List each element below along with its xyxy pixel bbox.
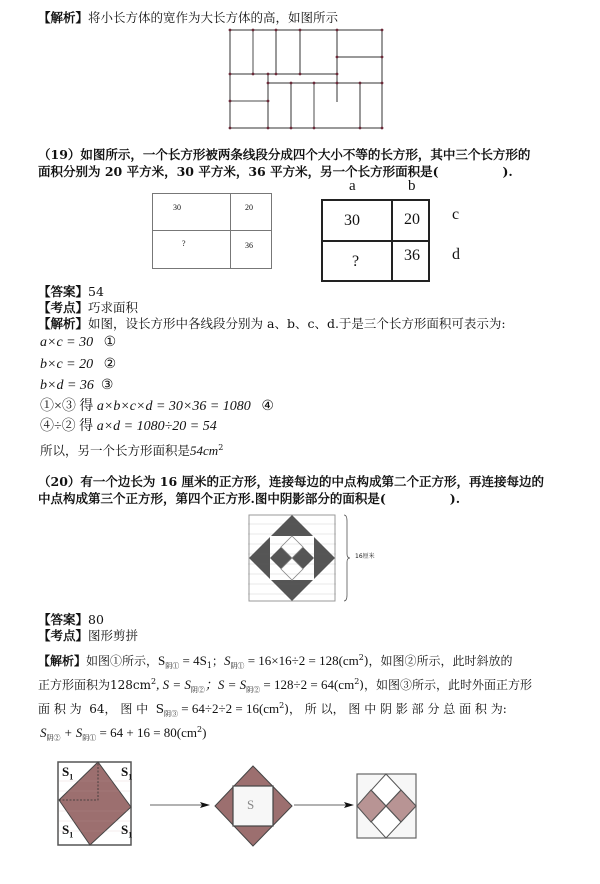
eq-tag: ② bbox=[103, 357, 117, 372]
eq-text: b×c = 20 bbox=[40, 357, 94, 372]
answer-value: 54 bbox=[88, 284, 104, 299]
analysis-label: 【解析】 bbox=[38, 317, 89, 331]
q20-line2-suffix: ). bbox=[449, 491, 461, 506]
subscript: 阴① bbox=[230, 662, 245, 670]
conclusion-value: 54cm bbox=[190, 443, 219, 459]
cuboid-arrangement-figure bbox=[228, 28, 388, 130]
math: = 4S bbox=[179, 653, 207, 668]
eq-tag: ① bbox=[103, 335, 117, 350]
analysis-label: 【解析】 bbox=[38, 654, 87, 668]
cell-label: 20 bbox=[245, 203, 253, 212]
q20-answer bbox=[38, 612, 104, 628]
answer-label: 【答案】 bbox=[38, 613, 89, 627]
q20-line2 bbox=[38, 490, 460, 507]
subscript: 阴② bbox=[246, 686, 261, 694]
cell-label: 36 bbox=[245, 241, 253, 250]
subscript: 1 bbox=[206, 661, 212, 670]
topic-label: 【考点】 bbox=[38, 629, 89, 643]
s-label: S bbox=[247, 797, 255, 812]
cell-label: 30 bbox=[344, 212, 360, 229]
figure-dimension-label: 16厘米 bbox=[355, 553, 375, 560]
top-analysis bbox=[38, 10, 338, 26]
q19-line1: （19）如图所示，一个长方形被两条线段分成四个大小不等的长方形，其中三个长方形的 bbox=[38, 147, 531, 162]
eq-prefix: ①×③ 得 bbox=[40, 399, 94, 414]
arrow-2 bbox=[294, 800, 354, 810]
label-a: a bbox=[349, 178, 356, 194]
exponent: 2 bbox=[151, 677, 157, 686]
math: , S = S bbox=[156, 677, 191, 692]
eq-text: a×b×c×d = 30×36 = 1080 bbox=[96, 399, 251, 414]
q19-topic bbox=[38, 300, 138, 316]
text: ； bbox=[211, 654, 224, 668]
q20-line2-prefix: 中点构成第三个正方形，第四个正方形.图中阴影部分的面积是( bbox=[38, 491, 386, 506]
q20-nested-squares-figure bbox=[248, 514, 368, 604]
cell-label: ? bbox=[352, 253, 360, 270]
text: 正方形面积为128cm bbox=[38, 678, 152, 692]
math: = 64÷2÷2 = 16(cm bbox=[178, 701, 280, 716]
q19-line2-prefix: 面积分别为 20 平方米，30 平方米，36 平方米，另一个长方形面积是( bbox=[38, 164, 439, 179]
q19-line2 bbox=[38, 163, 513, 180]
text: )， 所 以， 图 中 阴 影 部 分 总 面 积 为: bbox=[284, 702, 507, 716]
math: S bbox=[158, 653, 166, 668]
exponent: 2 bbox=[358, 653, 364, 662]
math: S bbox=[40, 725, 47, 740]
q19-analysis bbox=[38, 316, 506, 332]
equation-1 bbox=[40, 334, 116, 352]
label-c: c bbox=[452, 206, 460, 223]
q19-line2-suffix: ). bbox=[502, 164, 513, 179]
answer-value: 80 bbox=[88, 612, 104, 627]
cell-label: 36 bbox=[404, 247, 420, 264]
cell-label: 30 bbox=[173, 203, 181, 212]
q20-analysis-line4 bbox=[40, 722, 206, 746]
topic-value: 巧求面积 bbox=[88, 300, 139, 315]
s1-label: $S_1$ bbox=[121, 764, 133, 782]
subscript: 阴② bbox=[190, 686, 205, 694]
q20-analysis-line1 bbox=[38, 650, 513, 674]
q19-answer bbox=[38, 284, 104, 300]
analysis-label: 【解析】 bbox=[38, 11, 89, 25]
conclusion-text: 所以，另一个长方形面积是 bbox=[40, 443, 191, 459]
math: ；S = S bbox=[204, 677, 247, 692]
subscript: 阴② bbox=[46, 734, 61, 742]
conclusion-exponent: 2 bbox=[218, 443, 224, 452]
q20-analysis-line2 bbox=[38, 674, 532, 698]
math: = 64 + 16 = 80(cm bbox=[96, 725, 197, 740]
s1-label: $S_1$ bbox=[62, 764, 74, 782]
cell-label: 20 bbox=[404, 211, 420, 228]
q19-conclusion bbox=[40, 440, 223, 460]
text: )，如图③所示，此时外面正方形 bbox=[359, 678, 532, 692]
topic-label: 【考点】 bbox=[38, 301, 89, 315]
eq-text: a×d = 1080÷20 = 54 bbox=[96, 419, 217, 434]
q20-topic bbox=[38, 628, 138, 644]
subscript: 阴① bbox=[165, 662, 180, 670]
answer-label: 【答案】 bbox=[38, 285, 89, 299]
text: )，如图②所示，此时斜放的 bbox=[363, 654, 513, 668]
eq-tag: ④ bbox=[261, 399, 274, 414]
s1-label: $S_1$ bbox=[121, 822, 133, 840]
exponent: 2 bbox=[279, 701, 285, 710]
subscript: 阴③ bbox=[164, 710, 179, 718]
cell-label: ? bbox=[182, 239, 186, 248]
divider-horizontal bbox=[323, 240, 428, 242]
divider-horizontal bbox=[153, 230, 271, 231]
eq-text: b×d = 36 bbox=[40, 378, 94, 393]
arrow-1 bbox=[150, 800, 210, 810]
equation-5 bbox=[40, 418, 217, 436]
label-b: b bbox=[408, 178, 416, 194]
exponent: 2 bbox=[197, 725, 203, 734]
analysis-text: 如图，设长方形中各线段分别为 a、b、c、d.于是三个长方形面积可表示为: bbox=[88, 316, 506, 331]
eq-tag: ③ bbox=[100, 378, 114, 393]
math: = 128÷2 = 64(cm bbox=[260, 677, 355, 692]
s1-label: $S_1$ bbox=[62, 822, 74, 840]
q19-figure-left bbox=[152, 193, 272, 269]
math: = 16×16÷2 = 128(cm bbox=[244, 653, 359, 668]
math: + S bbox=[60, 725, 83, 740]
eq-text: a×c = 30 bbox=[40, 335, 94, 350]
q20-analysis-line3 bbox=[38, 698, 507, 722]
text: 面 积 为 64， 图 中 S bbox=[38, 702, 165, 716]
equation-2 bbox=[40, 356, 116, 374]
label-d: d bbox=[452, 246, 460, 263]
topic-value: 图形剪拼 bbox=[88, 628, 139, 643]
subscript: 阴① bbox=[82, 734, 97, 742]
equation-4 bbox=[40, 398, 274, 416]
q20-line1: （20）有一个边长为 16 厘米的正方形，连接每边的中点构成第二个正方形，再连接每边的 bbox=[38, 474, 544, 489]
exponent: 2 bbox=[354, 677, 360, 686]
eq-prefix: ④÷② 得 bbox=[40, 419, 94, 434]
figure-3-square bbox=[356, 773, 418, 839]
math: S bbox=[223, 653, 231, 668]
text: 如图①所示， bbox=[86, 654, 159, 668]
analysis-text: 将小长方体的宽作为大长方体的高，如图所示 bbox=[88, 10, 339, 25]
q19-figure-right bbox=[321, 199, 430, 282]
divider-vertical bbox=[230, 194, 231, 268]
math: ) bbox=[202, 725, 207, 740]
equation-3 bbox=[40, 377, 113, 395]
